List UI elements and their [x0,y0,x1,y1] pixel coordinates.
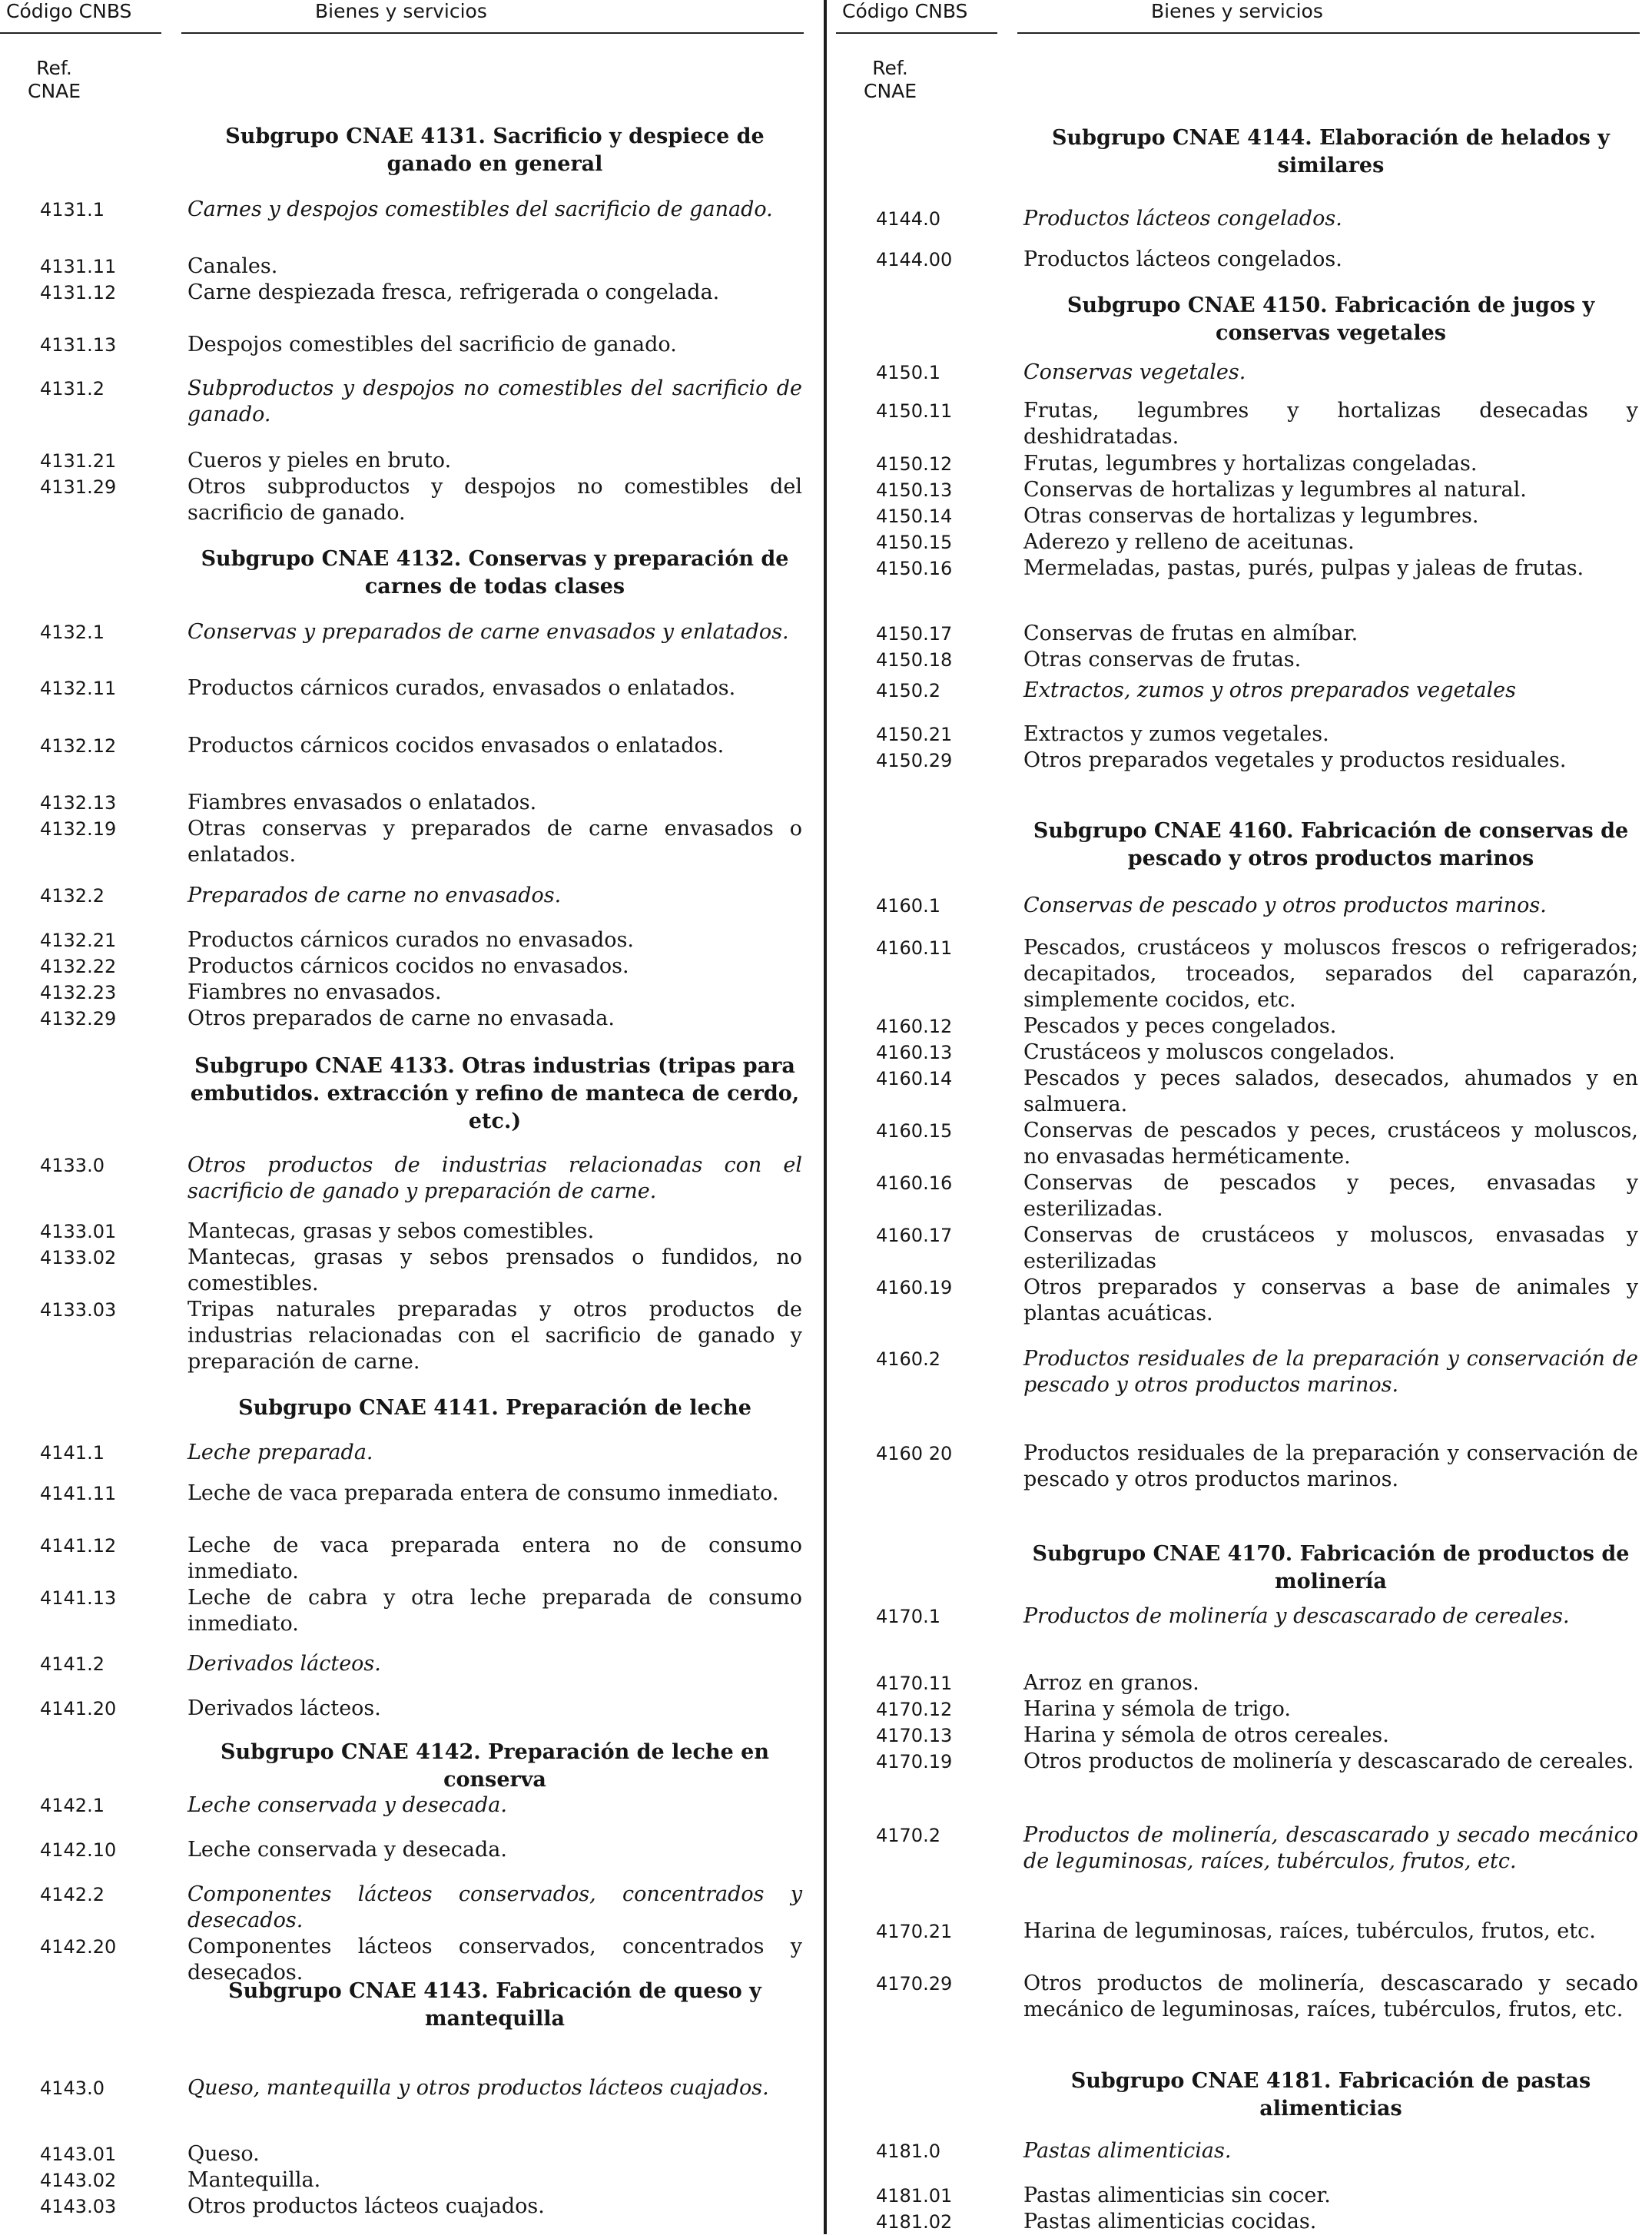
entry-description: Conservas de hortalizas y legumbres al natural. [1023,478,1527,502]
entry-description: Conservas de pescados y peces, crustáceos y moluscos, no envasadas herméticamente. [1023,1119,1638,1169]
subgroup-heading: Subgrupo CNAE 4143. Fabricación de queso y mantequilla [228,1979,761,2031]
cnae-code: 4141.11 [40,1483,117,1504]
entry-description: Canales. [187,254,278,278]
cnae-code: 4170.12 [876,1699,953,1720]
entry-description: Harina y sémola de trigo. [1023,1697,1291,1721]
entry-description: Leche conservada y desecada. [187,1838,507,1862]
header-rule [0,32,161,34]
entry-description: Otros productos de molinería y descascarado de cereales. [1023,1749,1634,1773]
entry-description: Mantequilla. [187,2168,321,2192]
entry-description: Componentes lácteos conservados, concentrados y desecados. [187,1882,802,1932]
cnae-code: 4150.13 [876,479,953,501]
entry-description: Leche de cabra y otra leche preparada de consumo inmediato. [187,1586,802,1636]
entry-description: Leche preparada. [187,1441,373,1464]
entry-description: Productos lácteos congelados. [1023,207,1342,230]
entry-description: Productos cárnicos cocidos envasados o enlatados. [187,734,725,758]
cnae-code: 4170.19 [876,1751,953,1772]
entry-description: Otros subproductos y despojos no comestibles del sacrificio de ganado. [187,475,802,525]
entry-description: Pastas alimenticias sin cocer. [1023,2184,1331,2207]
entry-description: Mermeladas, pastas, purés, pulpas y jaleas de frutas. [1023,556,1584,580]
cnae-code: 4150.18 [876,649,953,671]
cnae-code: 4150.1 [876,362,940,383]
cnae-code: 4131.12 [40,282,117,303]
subgroup-heading: Subgrupo CNAE 4133. Otras industrias (tripas para embutidos. extracción y refino de manteca de cerdo, etc.) [190,1054,800,1133]
cnae-code: 4150.17 [876,623,953,645]
entry-description: Extractos y zumos vegetales. [1023,722,1329,746]
entry-description: Componentes lácteos conservados, concentrados y desecados. [187,1935,802,1985]
cnae-code: 4160.17 [876,1225,953,1246]
cnae-code: 4143.02 [40,2170,117,2191]
cnae-code: 4160.15 [876,1120,953,1142]
subgroup-heading: Subgrupo CNAE 4142. Preparación de leche en conserva [221,1740,769,1792]
cnae-code: 4160.19 [876,1277,953,1298]
entry-description: Otros preparados de carne no envasada. [187,1006,615,1030]
entry-description: Pastas alimenticias cocidas. [1023,2210,1317,2233]
entry-description: Productos cárnicos curados no envasados. [187,928,635,952]
cnae-code: 4131.21 [40,450,117,472]
cnae-code: 4143.03 [40,2196,117,2217]
cnae-code: 4160.1 [876,895,940,917]
cnae-code: 4141.12 [40,1535,117,1557]
entry-description: Pescados y peces salados, desecados, ahumados y en salmuera. [1023,1066,1638,1116]
entry-description: Leche conservada y desecada. [187,1793,507,1817]
entry-description: Conservas y preparados de carne envasados y enlatados. [187,620,789,644]
entry-description: Extractos, zumos y otros preparados vegetales [1023,678,1516,702]
cnae-code: 4131.29 [40,476,117,498]
left-column [0,0,816,2234]
cnae-code: 4141.2 [40,1653,104,1675]
cnae-code: 4133.0 [40,1155,104,1176]
subgroup-heading: Subgrupo CNAE 4170. Fabricación de productos de molinería [1032,1542,1630,1593]
cnae-code: 4131.1 [40,199,104,221]
cnae-code: 4133.01 [40,1221,117,1242]
entry-description: Carnes y despojos comestibles del sacrificio de ganado. [187,197,773,221]
entry-description: Derivados lácteos. [187,1652,381,1676]
entry-description: Mantecas, grasas y sebos prensados o fundidos, no comestibles. [187,1245,802,1295]
entry-description: Otros productos de molinería, descascarado y secado mecánico de leguminosas, raíces, tubérculos, frutos, etc. [1023,1971,1638,2021]
cnae-code: 4131.2 [40,378,104,400]
cnae-code: 4150.21 [876,724,953,745]
entry-description: Leche de vaca preparada entera de consumo inmediato. [187,1481,779,1505]
cnae-code: 4150.2 [876,680,940,701]
cnae-code: 4160.16 [876,1172,953,1194]
entry-description: Otros productos lácteos cuajados. [187,2194,545,2218]
entry-description: Conservas de crustáceos y moluscos, envasadas y esterilizadas [1023,1223,1638,1273]
entry-description: Productos residuales de la preparación y conservación de pescado y otros productos marinos. [1023,1347,1638,1397]
cnae-code: 4150.16 [876,558,953,579]
cnae-code: 4132.12 [40,735,117,757]
entry-description: Frutas, legumbres y hortalizas desecadas y deshidratadas. [1023,399,1638,449]
cnae-code: 4142.1 [40,1795,104,1816]
cnae-code: 4170.29 [876,1973,953,1995]
entry-description: Despojos comestibles del sacrificio de ganado. [187,333,677,356]
entry-description: Tripas naturales preparadas y otros productos de industrias relacionadas con el sacrificio de ganado y preparación de carne. [187,1298,802,1374]
header-code-label: Código CNBS [6,0,132,22]
entry-description: Productos de molinería, descascarado y secado mecánico de leguminosas, raíces, tubérculos, frutos, etc. [1023,1823,1638,1873]
entry-description: Harina y sémola de otros cereales. [1023,1723,1389,1747]
cnae-code: 4181.0 [876,2140,940,2162]
header-goods-label: Bienes y servicios [1151,0,1323,22]
header-rule [1017,32,1640,34]
entry-description: Derivados lácteos. [187,1696,381,1720]
entry-description: Queso. [187,2142,260,2166]
entry-description: Carne despiezada fresca, refrigerada o congelada. [187,280,720,304]
cnae-code: 4150.15 [876,532,953,553]
entry-description: Frutas, legumbres y hortalizas congeladas. [1023,452,1478,476]
subgroup-heading: Subgrupo CNAE 4150. Fabricación de jugos y conservas vegetales [1067,293,1595,345]
cnae-code: 4150.29 [876,750,953,771]
entry-description: Pescados, crustáceos y moluscos frescos o refrigerados; decapitados, troceados, separados del caparazón, simplemente cocidos, etc. [1023,936,1638,1012]
entry-description: Queso, mantequilla y otros productos lácteos cuajados. [187,2076,769,2100]
header-goods-label: Bienes y servicios [315,0,487,22]
ref-cnae-label: Ref. CNAE [28,57,81,102]
entry-description: Productos residuales de la preparación y conservación de pescado y otros productos marinos. [1023,1441,1638,1491]
header-code-label: Código CNBS [842,0,968,22]
entry-description: Harina de leguminosas, raíces, tubérculos, frutos, etc. [1023,1919,1596,1943]
subgroup-heading: Subgrupo CNAE 4141. Preparación de leche [238,1396,751,1420]
entry-description: Aderezo y relleno de aceitunas. [1023,530,1355,554]
entry-description: Fiambres envasados o enlatados. [187,791,537,814]
entry-description: Pescados y peces congelados. [1023,1014,1337,1038]
subgroup-heading: Subgrupo CNAE 4160. Fabricación de conservas de pescado y otros productos marinos [1033,819,1629,870]
cnae-code: 4141.1 [40,1442,104,1464]
cnae-code: 4160.14 [876,1068,953,1089]
entry-description: Productos cárnicos curados, envasados o enlatados. [187,676,736,700]
cnae-code: 4132.11 [40,678,117,699]
cnae-code: 4132.2 [40,885,104,907]
cnae-code: 4141.20 [40,1698,117,1719]
entry-description: Leche de vaca preparada entera no de consumo inmediato. [187,1534,802,1583]
cnae-code: 4160.12 [876,1016,953,1037]
cnae-code: 4144.0 [876,208,940,230]
entry-description: Fiambres no envasados. [187,980,442,1004]
cnae-code: 4132.19 [40,818,117,840]
cnae-code: 4132.1 [40,622,104,643]
entry-description: Conservas vegetales. [1023,360,1246,384]
cnae-code: 4131.13 [40,334,117,356]
cnae-code: 4141.13 [40,1587,117,1609]
entry-description: Subproductos y despojos no comestibles del sacrificio de ganado. [187,376,802,426]
cnae-code: 4132.23 [40,982,117,1003]
entry-description: Otros preparados vegetales y productos residuales. [1023,748,1567,772]
cnae-code: 4132.13 [40,792,117,814]
cnae-code: 4142.10 [40,1839,117,1861]
entry-description: Conservas de pescado y otros productos marinos. [1023,894,1547,917]
cnae-code: 4170.2 [876,1825,940,1846]
entry-description: Arroz en granos. [1023,1671,1199,1695]
entry-description: Preparados de carne no envasados. [187,884,562,907]
cnae-code: 4133.02 [40,1247,117,1268]
entry-description: Crustáceos y moluscos congelados. [1023,1040,1395,1064]
cnae-code: 4160 20 [876,1443,953,1464]
cnae-code: 4170.13 [876,1725,953,1746]
cnae-code: 4170.21 [876,1921,953,1942]
cnae-code: 4131.11 [40,256,117,277]
cnae-code: 4150.14 [876,506,953,527]
entry-description: Otros preparados y conservas a base de animales y plantas acuáticas. [1023,1275,1638,1325]
cnae-code: 4132.29 [40,1008,117,1030]
entry-description: Otras conservas de frutas. [1023,648,1302,671]
cnae-code: 4181.01 [876,2185,953,2207]
entry-description: Conservas de frutas en almíbar. [1023,622,1358,645]
column-divider [824,0,827,2234]
entry-description: Otras conservas y preparados de carne envasados o enlatados. [187,817,802,867]
subgroup-heading: Subgrupo CNAE 4131. Sacrificio y despiece de ganado en general [225,124,765,176]
cnae-code: 4132.22 [40,956,117,977]
entry-description: Otras conservas de hortalizas y legumbres. [1023,504,1479,528]
entry-description: Otros productos de industrias relacionadas con el sacrificio de ganado y preparación de carne. [187,1153,802,1203]
subgroup-heading: Subgrupo CNAE 4181. Fabricación de pastas alimenticias [1070,2069,1591,2121]
header-rule [836,32,997,34]
header-rule [181,32,804,34]
cnae-code: 4150.12 [876,453,953,475]
entry-description: Pastas alimenticias. [1023,2139,1232,2163]
cnae-code: 4142.20 [40,1936,117,1958]
cnae-code: 4160.11 [876,937,953,959]
cnae-code: 4170.1 [876,1606,940,1627]
entry-description: Mantecas, grasas y sebos comestibles. [187,1219,595,1243]
entry-description: Productos cárnicos cocidos no envasados. [187,954,629,978]
cnae-code: 4181.02 [876,2211,953,2233]
cnae-code: 4160.13 [876,1042,953,1063]
cnae-code: 4160.2 [876,1348,940,1370]
right-column [836,0,1652,2234]
entry-description: Productos de molinería y descascarado de cereales. [1023,1604,1570,1628]
entry-description: Productos lácteos congelados. [1023,247,1342,271]
cnae-code: 4142.2 [40,1884,104,1905]
cnae-code: 4150.11 [876,400,953,422]
subgroup-heading: Subgrupo CNAE 4132. Conservas y preparación de carnes de todas clases [201,547,789,599]
ref-cnae-label: Ref. CNAE [864,57,917,102]
entry-description: Conservas de pescados y peces, envasadas y esterilizadas. [1023,1171,1638,1221]
cnae-code: 4132.21 [40,930,117,951]
subgroup-heading: Subgrupo CNAE 4144. Elaboración de helados y similares [1052,126,1610,177]
cnae-code: 4144.00 [876,249,953,270]
cnae-code: 4143.0 [40,2077,104,2099]
entry-description: Cueros y pieles en bruto. [187,449,452,473]
cnae-code: 4133.03 [40,1299,117,1321]
cnae-code: 4170.11 [876,1673,953,1694]
cnae-code: 4143.01 [40,2144,117,2165]
